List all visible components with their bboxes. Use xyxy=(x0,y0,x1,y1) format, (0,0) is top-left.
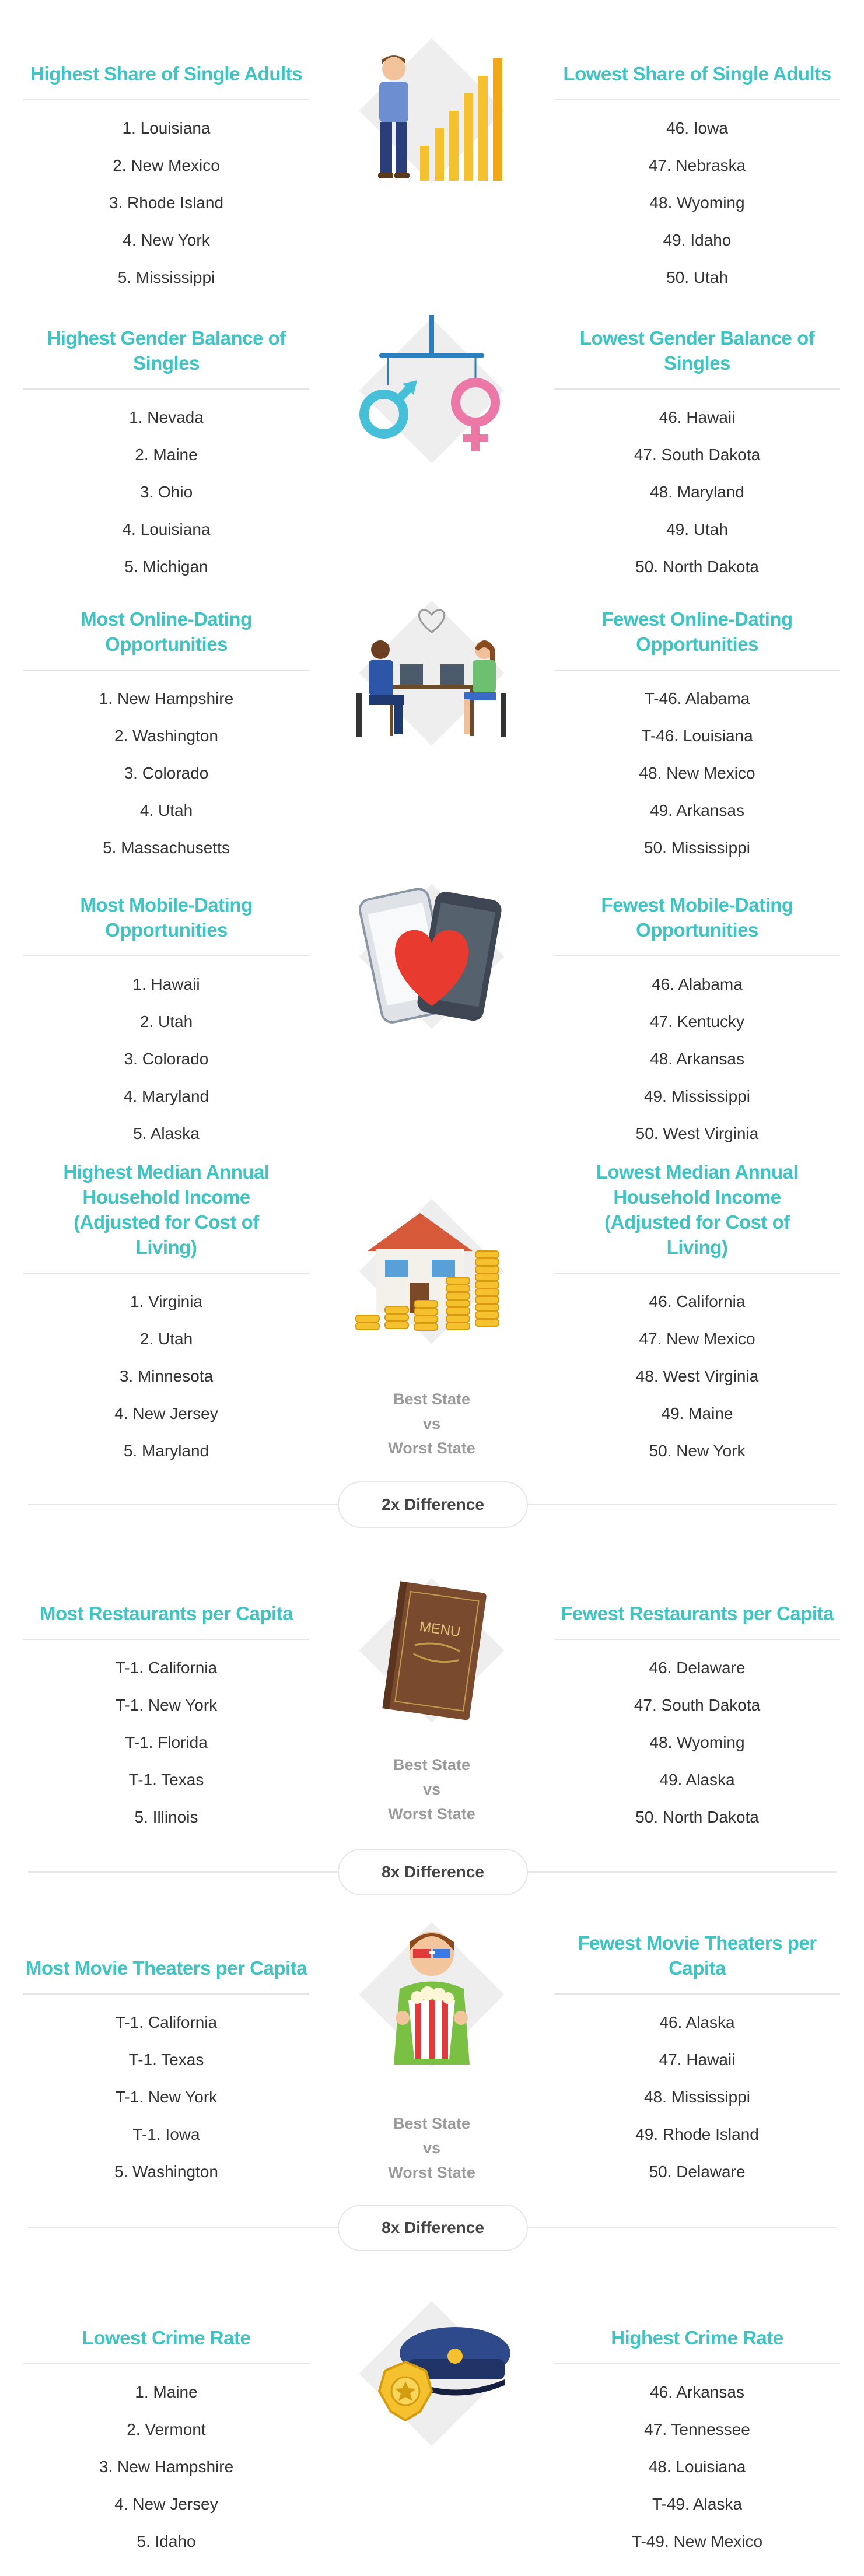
highest-list xyxy=(23,110,309,296)
list-item: 1. Louisiana xyxy=(122,119,211,137)
best-vs-worst-label: Best State vs Worst State xyxy=(388,1390,475,1457)
police-hat-badge-icon xyxy=(344,2298,519,2449)
list-item: 5. Maryland xyxy=(123,1442,209,1460)
list-item: 2. Utah xyxy=(139,1012,193,1031)
lowest-list xyxy=(554,110,840,296)
highest-list xyxy=(23,399,309,586)
gender-scale-icon xyxy=(344,315,519,467)
list-item: 47. South Dakota xyxy=(634,1696,761,1714)
most-heading: Most Mobile-Dating Opportunities xyxy=(23,881,309,956)
highest-heading: Highest Share of Single Adults xyxy=(23,35,309,100)
list-item: 5. Idaho xyxy=(137,2532,196,2550)
list-item: 5. Mississippi xyxy=(117,268,215,286)
lowest-column xyxy=(554,315,840,586)
highest-column xyxy=(23,35,309,296)
single-adults-section xyxy=(0,35,864,303)
list-item: 5. Illinois xyxy=(134,1808,198,1826)
lowest-heading: Lowest Crime Rate xyxy=(23,2286,309,2364)
highest-heading: Highest Crime Rate xyxy=(554,2286,840,2364)
difference-badge: 8x Difference xyxy=(338,1849,528,1895)
list-item: 50. North Dakota xyxy=(635,1808,759,1826)
list-item: T-46. Louisiana xyxy=(641,727,753,745)
list-item: 48. Wyoming xyxy=(649,194,745,212)
list-item: 48. Mississippi xyxy=(643,2088,751,2106)
list-item: 2. Vermont xyxy=(127,2420,206,2438)
lowest-list xyxy=(554,1283,840,1470)
list-item: 4. Utah xyxy=(139,801,193,819)
lowest-list xyxy=(554,399,840,586)
list-item: 49. Alaska xyxy=(659,1771,735,1789)
most-heading: Most Movie Theaters per Capita xyxy=(23,1919,309,1995)
highest-column xyxy=(23,315,309,586)
lowest-column xyxy=(554,35,840,296)
crime-rate-section xyxy=(0,2286,864,2566)
highest-heading: Highest Median Annual Household Income (Adjusted for Cost of Living) xyxy=(23,1172,309,1274)
list-item: 48. Arkansas xyxy=(650,1050,744,1068)
highest-column xyxy=(554,2286,840,2560)
list-item: T-1. California xyxy=(115,1659,218,1677)
fewest-list xyxy=(554,1649,840,1836)
list-item: 46. Alabama xyxy=(652,975,743,993)
most-list xyxy=(23,2004,309,2191)
lowest-heading: Lowest Share of Single Adults xyxy=(554,35,840,100)
most-list xyxy=(23,966,309,1152)
list-item: 49. Mississippi xyxy=(643,1087,751,1105)
highest-list xyxy=(23,1283,309,1470)
most-heading: Most Restaurants per Capita xyxy=(23,1563,309,1640)
list-item: 47. Tennessee xyxy=(644,2420,750,2438)
lowest-list xyxy=(23,2374,309,2560)
list-item: 2. Washington xyxy=(114,727,218,745)
most-column xyxy=(23,1919,309,2191)
moviegoer-popcorn-icon xyxy=(344,1919,519,2070)
difference-row xyxy=(0,1849,864,1895)
list-item: 2. Utah xyxy=(139,1330,193,1348)
list-item: 46. Hawaii xyxy=(659,408,736,426)
list-item: 49. Idaho xyxy=(663,231,732,249)
gender-balance-section xyxy=(0,315,864,583)
restaurants-section xyxy=(0,1563,864,1901)
list-item: 4. Maryland xyxy=(123,1087,209,1105)
fewest-list xyxy=(554,680,840,867)
household-income-section xyxy=(0,1161,864,1534)
list-item: 46. Alaska xyxy=(659,2013,735,2031)
list-item: T-1. Iowa xyxy=(132,2125,200,2143)
list-item: 50. Delaware xyxy=(649,2163,746,2181)
list-item: 50. Utah xyxy=(666,268,728,286)
list-item: 47. Nebraska xyxy=(648,156,746,174)
menu-book-icon xyxy=(344,1575,519,1726)
list-item: 5. Alaska xyxy=(133,1124,200,1142)
list-item: T-1. Texas xyxy=(128,1771,204,1789)
list-item: 49. Arkansas xyxy=(650,801,744,819)
most-list xyxy=(23,680,309,867)
man-with-bar-chart-icon xyxy=(344,35,519,187)
list-item: 50. West Virginia xyxy=(635,1124,759,1142)
list-item: T-46. Alabama xyxy=(644,689,750,707)
lowest-column xyxy=(23,2286,309,2560)
online-dating-laptops-icon xyxy=(344,597,519,749)
list-item: 2. New Mexico xyxy=(113,156,220,174)
list-item: 46. Arkansas xyxy=(650,2383,744,2401)
svg-text:MENU: MENU xyxy=(418,1618,462,1641)
list-item: 3. Colorado xyxy=(124,1050,209,1068)
list-item: 3. Colorado xyxy=(124,764,209,782)
lowest-heading: Lowest Median Annual Household Income (Adjusted for Cost of Living) xyxy=(554,1172,840,1274)
difference-row xyxy=(0,2205,864,2251)
list-item: 47. Hawaii xyxy=(659,2051,736,2069)
fewest-list xyxy=(554,2004,840,2191)
list-item: 3. Minnesota xyxy=(119,1367,214,1385)
best-vs-worst-label: Best State vs Worst State xyxy=(388,2115,475,2181)
list-item: 48. Wyoming xyxy=(649,1733,745,1751)
list-item: 48. Maryland xyxy=(650,483,744,501)
list-item: 50. New York xyxy=(649,1442,746,1460)
fewest-column xyxy=(554,595,840,867)
list-item: 1. Nevada xyxy=(129,408,204,426)
list-item: 5. Washington xyxy=(114,2163,218,2181)
lowest-heading: Lowest Gender Balance of Singles xyxy=(554,315,840,390)
list-item: 46. California xyxy=(649,1292,746,1310)
online-dating-section xyxy=(0,595,864,869)
fewest-heading: Fewest Mobile-Dating Opportunities xyxy=(554,881,840,956)
list-item: 3. New Hampshire xyxy=(99,2458,234,2476)
mobile-dating-section xyxy=(0,881,864,1161)
fewest-heading: Fewest Restaurants per Capita xyxy=(554,1563,840,1640)
difference-badge: 2x Difference xyxy=(338,1481,528,1528)
list-item: 1. New Hampshire xyxy=(99,689,234,707)
fewest-column xyxy=(554,881,840,1152)
most-column xyxy=(23,1563,309,1836)
list-item: 1. Hawaii xyxy=(132,975,200,993)
best-vs-worst-label: Best State vs Worst State xyxy=(388,1756,475,1823)
list-item: 4. Louisiana xyxy=(122,520,211,538)
highest-heading: Highest Gender Balance of Singles xyxy=(23,315,309,390)
most-list xyxy=(23,1649,309,1836)
list-item: 47. South Dakota xyxy=(634,446,761,464)
difference-badge: 8x Difference xyxy=(338,2205,528,2251)
most-column xyxy=(23,595,309,867)
list-item: 1. Maine xyxy=(135,2383,198,2401)
list-item: T-1. Texas xyxy=(128,2051,204,2069)
list-item: 48. Louisiana xyxy=(648,2458,746,2476)
list-item: 47. New Mexico xyxy=(639,1330,755,1348)
list-item: 4. New York xyxy=(123,231,210,249)
house-coins-icon xyxy=(344,1196,519,1347)
list-item: T-49. New Mexico xyxy=(631,2532,763,2550)
list-item: 46. Delaware xyxy=(649,1659,746,1677)
fewest-heading: Fewest Movie Theaters per Capita xyxy=(554,1919,840,1995)
list-item: T-1. Florida xyxy=(125,1733,208,1751)
list-item: 48. New Mexico xyxy=(639,764,755,782)
fewest-column xyxy=(554,1563,840,1836)
fewest-column xyxy=(554,1919,840,2191)
list-item: 50. North Dakota xyxy=(635,558,759,576)
list-item: 3. Ohio xyxy=(139,483,193,501)
movie-theaters-section xyxy=(0,1919,864,2257)
fewest-heading: Fewest Online-Dating Opportunities xyxy=(554,595,840,671)
list-item: 2. Maine xyxy=(135,446,198,464)
list-item: 3. Rhode Island xyxy=(109,194,224,212)
most-column xyxy=(23,881,309,1152)
list-item: T-1. California xyxy=(115,2013,218,2031)
most-heading: Most Online-Dating Opportunities xyxy=(23,595,309,671)
list-item: 4. New Jersey xyxy=(114,1404,218,1422)
list-item: 47. Kentucky xyxy=(650,1012,744,1031)
phones-heart-icon xyxy=(344,881,519,1032)
difference-row xyxy=(0,1481,864,1528)
list-item: 5. Michigan xyxy=(124,558,208,576)
highest-column xyxy=(23,1161,309,1470)
highest-list xyxy=(554,2374,840,2560)
list-item: 49. Rhode Island xyxy=(635,2125,759,2143)
lowest-column xyxy=(554,1161,840,1470)
fewest-list xyxy=(554,966,840,1152)
list-item: 5. Massachusetts xyxy=(103,839,230,857)
list-item: T-1. New York xyxy=(115,1696,218,1714)
list-item: 46. Iowa xyxy=(666,119,728,137)
list-item: 49. Utah xyxy=(666,520,728,538)
list-item: 48. West Virginia xyxy=(635,1367,759,1385)
list-item: 4. New Jersey xyxy=(114,2495,218,2513)
list-item: 1. Virginia xyxy=(130,1292,202,1310)
list-item: 49. Maine xyxy=(661,1404,733,1422)
list-item: 50. Mississippi xyxy=(643,839,751,857)
list-item: T-49. Alaska xyxy=(652,2495,743,2513)
list-item: T-1. New York xyxy=(115,2088,218,2106)
